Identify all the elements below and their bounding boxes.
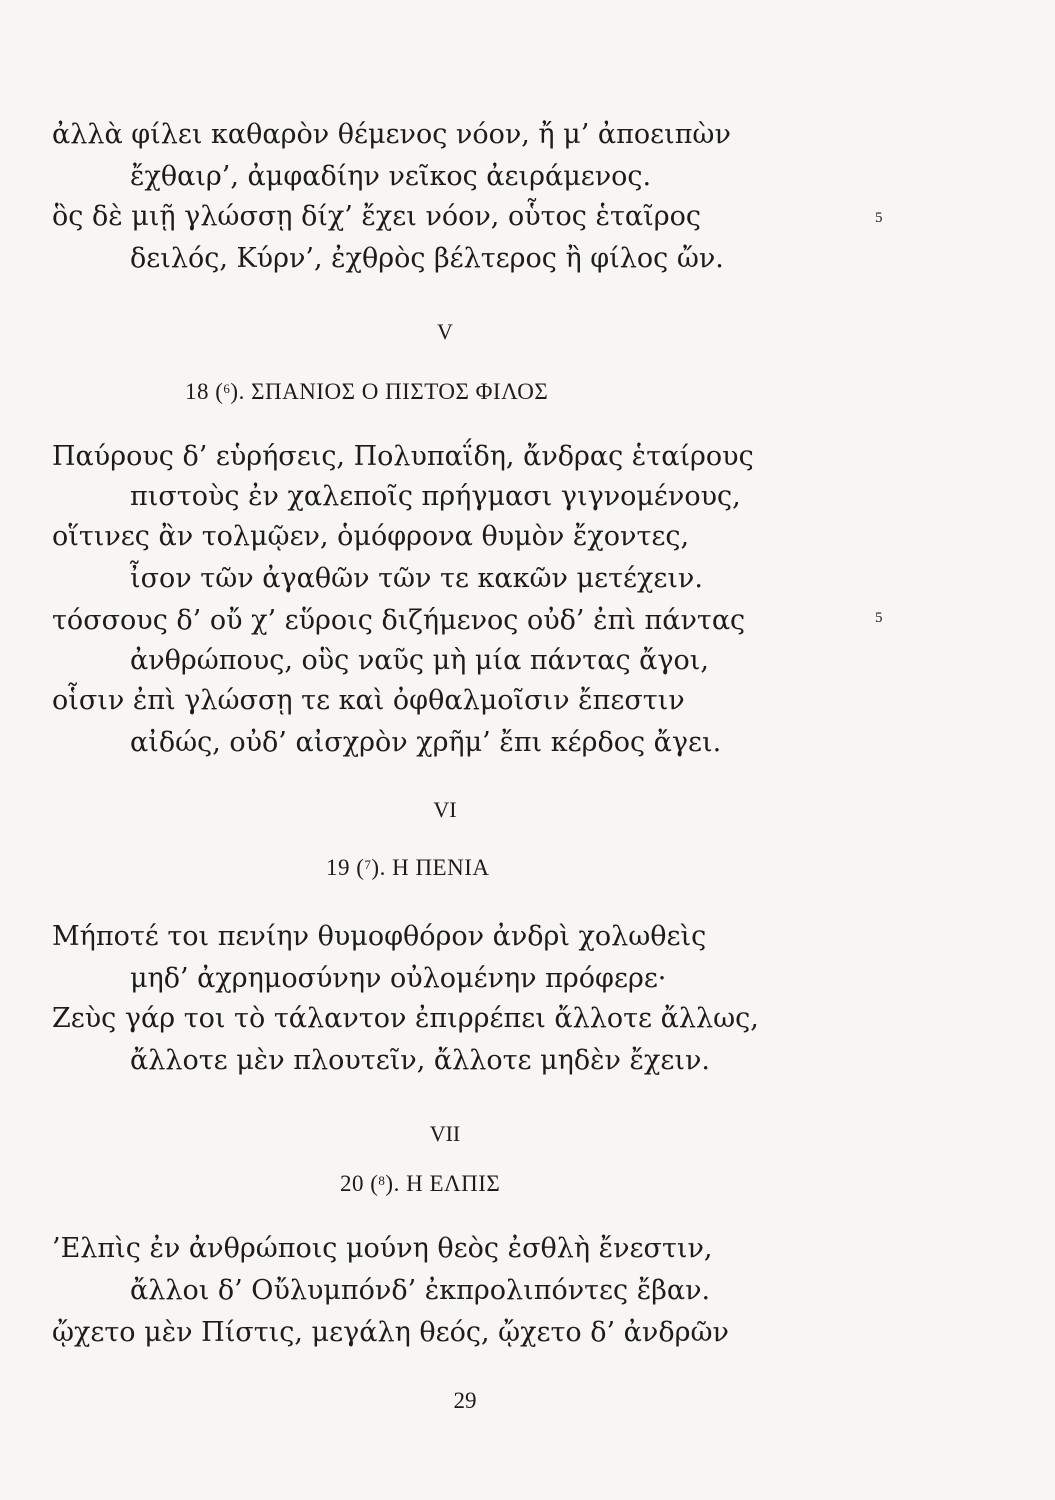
poem-heading xyxy=(185,374,548,407)
section-roman-numeral: VII xyxy=(429,1121,461,1146)
verse-line: ἀνθρώπους, οὓς ναῦς μὴ μία πάντας ἄγοι, xyxy=(130,645,709,676)
verse-line: Παύρους δ’ εὑρήσεις, Πολυπαΐδη, ἄνδρας ἑταίρους xyxy=(52,441,754,472)
verse-line: αἰδώς, οὐδ’ αἰσχρὸν χρῆμ’ ἔπι κέρδος ἄγει. xyxy=(130,727,722,758)
heading-title: ). ΣΠΑΝΙΟΣ Ο ΠΙΣΤΟΣ ΦΙΛΟΣ xyxy=(230,379,549,404)
verse-line: ἄλλοτε μὲν πλουτεῖν, ἄλλοτε μηδὲν ἔχειν. xyxy=(130,1045,710,1076)
verse-line: ἀλλὰ φίλει καθαρὸν θέμενος νόον, ἤ μ’ ἀποειπὼν xyxy=(52,119,731,150)
poem-heading xyxy=(340,1166,500,1199)
line-number: 5 xyxy=(875,210,883,226)
verse-line: ἄλλοι δ’ Οὔλυμπόνδ’ ἐκπρολιπόντες ἔβαν. xyxy=(130,1275,711,1306)
page-number: 29 xyxy=(453,1388,477,1413)
heading-prefix: 18 ( xyxy=(185,379,224,404)
verse-line: ὃς δὲ μιῇ γλώσσῃ δίχ’ ἔχει νόον, οὗτος ἑταῖρος xyxy=(52,201,702,232)
line-number: 5 xyxy=(875,610,883,626)
heading-note-number: 6 xyxy=(223,381,231,396)
verse-line: μηδ’ ἀχρημοσύνην οὐλομένην πρόφερε· xyxy=(130,963,667,994)
heading-prefix: 19 ( xyxy=(326,855,365,880)
verse-line: οἷσιν ἐπὶ γλώσσῃ τε καὶ ὀφθαλμοῖσιν ἔπεστιν xyxy=(52,685,685,716)
verse-line: πιστοὺς ἐν χαλεποῖς πρήγμασι γιγνομένους, xyxy=(130,481,741,512)
verse-line: ἶσον τῶν ἀγαθῶν τῶν τε κακῶν μετέχειν. xyxy=(130,563,703,594)
section-roman-numeral: V xyxy=(437,319,453,344)
verse-line: τόσσους δ’ οὔ χ’ εὕροις διζήμενος οὐδ’ ἐπὶ πάντας xyxy=(52,605,746,636)
heading-note-number: 8 xyxy=(378,1173,386,1188)
verse-line: δειλός, Κύρν’, ἐχθρὸς βέλτερος ἢ φίλος ὤν. xyxy=(130,243,724,274)
poem-heading xyxy=(326,850,489,883)
heading-prefix: 20 ( xyxy=(340,1171,379,1196)
verse-line: ’Ελπὶς ἐν ἀνθρώποις μούνη θεὸς ἐσθλὴ ἔνεστιν, xyxy=(52,1233,713,1264)
heading-title: ). Η ΠΕΝΙΑ xyxy=(371,855,490,880)
section-roman-numeral: VI xyxy=(433,797,457,822)
verse-line: Ζεὺς γάρ τοι τὸ τάλαντον ἐπιρρέπει ἄλλοτε ἄλλως, xyxy=(52,1003,759,1034)
heading-title: ). Η ΕΛΠΙΣ xyxy=(385,1171,501,1196)
verse-line: ἔχθαιρ’, ἀμφαδίην νεῖκος ἀειράμενος. xyxy=(130,161,652,192)
verse-line: ᾤχετο μὲν Πίστις, μεγάλη θεός, ᾤχετο δ’ ἀνδρῶν xyxy=(52,1317,729,1348)
verse-line: Μήποτέ τοι πενίην θυμοφθόρον ἀνδρὶ χολωθεὶς xyxy=(52,921,707,952)
verse-line: οἵτινες ἂν τολμῷεν, ὁμόφρονα θυμὸν ἔχοντες, xyxy=(52,521,690,552)
heading-note-number: 7 xyxy=(364,857,372,872)
